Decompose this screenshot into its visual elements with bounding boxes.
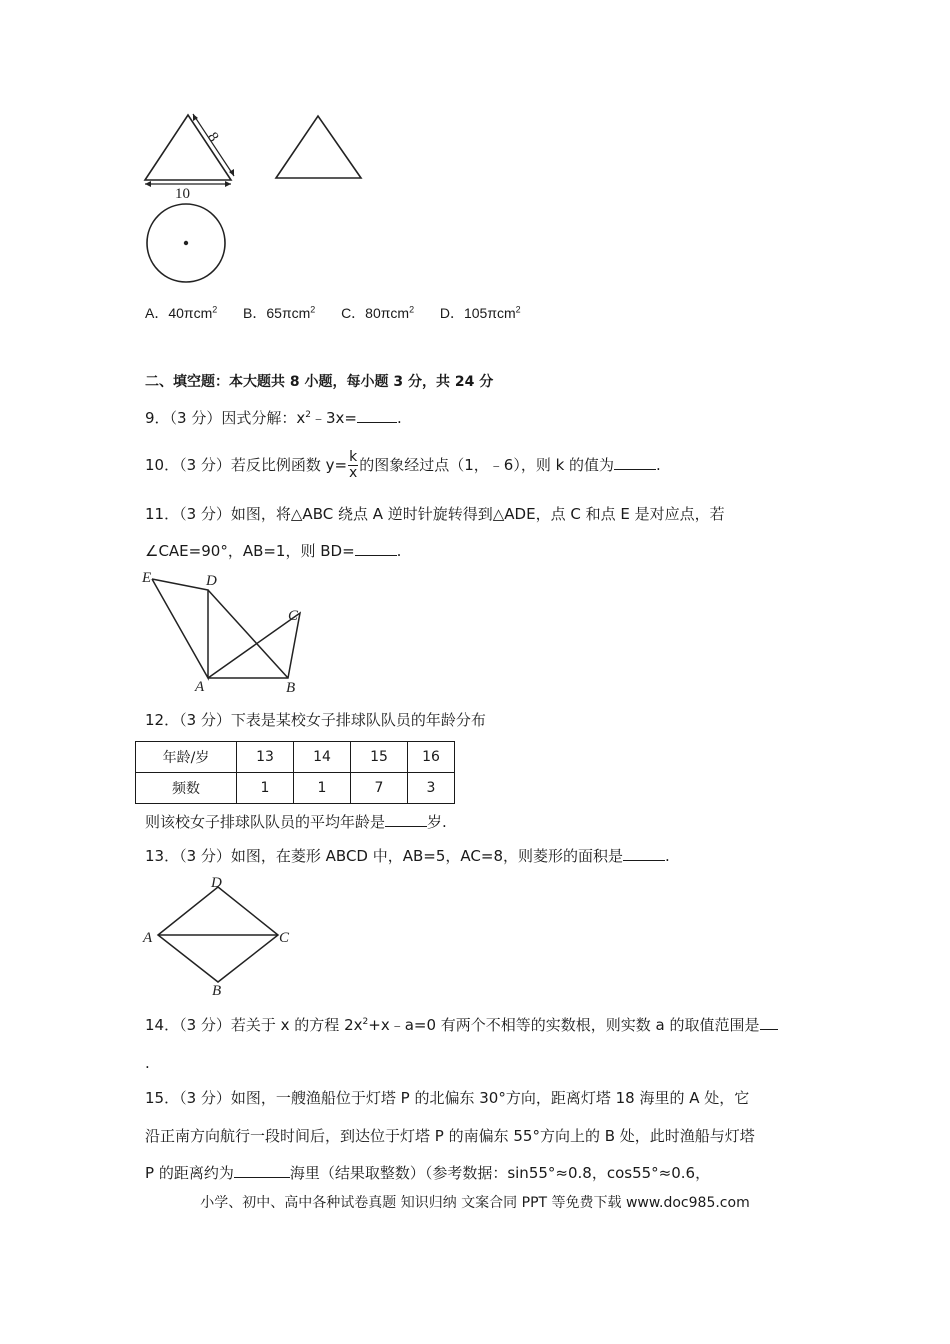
answer-blank[interactable] [623,846,665,861]
question-11-line1: 11．（3 分）如图，将△ABC 绕点 A 逆时针旋转得到△ADE，点 C 和点 E 是对应点，若 [145,505,725,523]
question-9: 9．（3 分）因式分解：$x^2﹣3x=$ . [145,409,402,427]
slant-dimension-arrow [193,114,234,176]
question-15-line2: 沿正南方向航行一段时间后，到达位于灯塔 P 的南偏东 55°方向上的 B 处，此时渔船与灯塔 [145,1127,755,1145]
label-b: B [286,680,296,696]
label-a: A [143,930,153,946]
fraction-k-over-x: $\frac{k}{x}$ [349,449,358,481]
question-10: 10．（3 分）若反比例函数 y= $\frac{k}{x}$ 的图象经过点（1，﹣6），则 k 的值为 . [145,449,661,481]
label-e: E [142,570,152,586]
answer-blank[interactable] [385,812,427,827]
slant-length-label: 8 [203,129,222,145]
table-row [136,742,455,773]
question-15-line3: P 的距离约为 海里（结果取整数）（参考数据：sin55°≈0.8，cos55°≈0.6， [145,1164,711,1182]
option-c[interactable]: C．80πcm$^2$ [341,304,415,321]
table-cell: 16 [408,742,455,773]
question-14-line2: . [145,1054,150,1072]
question-15-line1: 15．（3 分）如图，一艘渔船位于灯塔 P 的北偏东 30°方向，距离灯塔 18 海里的 A 处，它 [145,1089,750,1107]
section-heading: 二、填空题：本大题共 8 小题，每小题 3 分，共 24 分 [145,374,494,390]
label-c: C [288,608,299,624]
answer-blank[interactable] [614,455,656,470]
segment-bd [208,590,288,678]
triangle-ade [152,579,208,678]
row-header-age: 年龄/岁 [136,742,237,773]
label-b: B [212,983,222,997]
q8-options [145,303,521,323]
label-c: C [279,930,290,946]
label-d: D [206,573,217,589]
option-d[interactable]: D．105πcm$^2$ [439,304,521,321]
answer-blank[interactable] [357,408,397,423]
question-12-line2: 则该校女子排球队队员的平均年龄是 岁. [145,813,447,831]
top-view-center-dot [184,241,188,245]
triangle-abc [208,613,300,678]
table-cell: 15 [351,742,408,773]
row-header-frequency: 频数 [136,773,237,804]
table-cell: 1 [237,773,294,804]
answer-blank[interactable] [760,1015,778,1030]
table-row [136,773,455,804]
table-cell: 1 [294,773,351,804]
table-cell: 14 [294,742,351,773]
q11-rotation-figure [140,568,315,698]
answer-blank[interactable] [234,1163,290,1178]
option-a[interactable]: A．40πcm$^2$ [145,304,218,321]
front-view-triangle [145,115,231,180]
question-13: 13．（3 分）如图，在菱形 ABCD 中，AB=5，AC=8，则菱形的面积是 . [145,847,670,865]
label-d: D [211,875,222,891]
q8-three-view-figure [138,108,378,288]
side-view-triangle [276,116,361,178]
table-cell: 13 [237,742,294,773]
question-14-line1: 14．（3 分）若关于 x 的方程 $2x^2+x﹣a=0$ 有两个不相等的实数根，则实数 a 的取值范围是 [145,1015,778,1035]
option-b[interactable]: B．65πcm$^2$ [243,304,316,321]
table-cell: 3 [408,773,455,804]
base-length-label: 10 [175,186,190,202]
table-cell: 7 [351,773,408,804]
question-12-line1: 12．（3 分）下表是某校女子排球队队员的年龄分布 [145,711,486,729]
label-a: A [195,679,205,695]
answer-blank[interactable] [355,541,397,556]
question-11-line2: ∠CAE=90°，AB=1，则 BD= . [145,542,402,560]
page-footer: 小学、初中、高中各种试卷真题 知识归纳 文案合同 PPT 等免费下载 www.doc985.com [200,1195,750,1211]
q13-rhombus-figure [140,872,300,997]
age-distribution-table [135,741,455,804]
